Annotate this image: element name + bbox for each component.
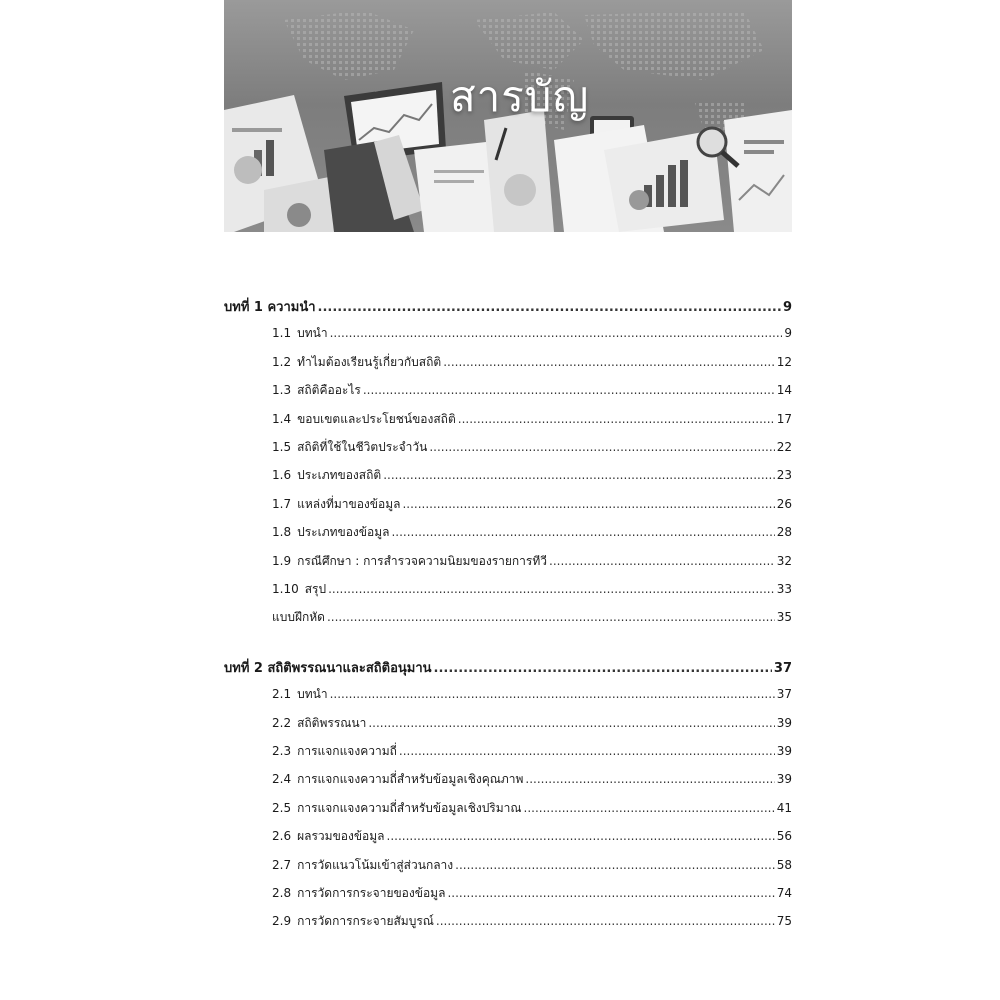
dot-leader xyxy=(383,468,775,482)
toc-entry-label xyxy=(224,884,445,903)
toc-section-number: 2.7 xyxy=(272,857,292,872)
toc-section-row[interactable] xyxy=(224,742,792,760)
toc-entry-title: ทำไมต้องเรียนรู้เกี่ยวกับสถิติ xyxy=(297,354,442,369)
toc-entry-title: บทนำ xyxy=(297,687,328,702)
toc-page-number: 28 xyxy=(776,525,792,540)
toc-page-number: 17 xyxy=(776,411,792,426)
toc-entry-label xyxy=(224,742,397,761)
toc-entry-title: การแจกแจงความถี่สำหรับข้อมูลเชิงปริมาณ xyxy=(297,800,522,815)
dot-leader xyxy=(402,497,774,511)
toc-entry-label xyxy=(224,657,432,678)
dot-leader xyxy=(328,582,775,596)
page-title: สารบัญ xyxy=(450,72,590,121)
toc-section-number: 1.9 xyxy=(272,553,292,568)
toc-section-row[interactable] xyxy=(224,466,792,484)
toc-section-row[interactable] xyxy=(224,353,792,371)
toc-entry-label xyxy=(224,552,547,571)
toc-entry-label xyxy=(224,608,325,627)
toc-entry-title: ประเภทของข้อมูล xyxy=(297,525,390,540)
toc-section-number: 1.3 xyxy=(272,383,292,398)
toc-entry-title: การวัดการกระจายสัมบูรณ์ xyxy=(297,914,434,929)
toc-section-row[interactable] xyxy=(224,410,792,428)
dot-leader xyxy=(387,829,775,843)
toc-entry-label xyxy=(224,324,328,343)
toc-section-row[interactable] xyxy=(224,324,792,342)
toc-entry-label xyxy=(224,685,328,704)
toc-section-number: 2.2 xyxy=(272,715,292,730)
dot-leader xyxy=(434,661,772,676)
toc-section-row[interactable] xyxy=(224,714,792,732)
toc-page-number: 41 xyxy=(776,800,792,815)
toc-entry-label xyxy=(224,799,522,818)
toc-entry-label xyxy=(224,495,400,514)
toc-section-row[interactable] xyxy=(224,770,792,788)
toc-section-number: 1.7 xyxy=(272,496,292,511)
toc-page-number: 56 xyxy=(776,829,792,844)
toc-page-number: 37 xyxy=(773,660,792,676)
toc-section-row[interactable] xyxy=(224,608,792,626)
toc-page-number: 9 xyxy=(782,300,792,315)
toc-section-number: 2.5 xyxy=(272,800,292,815)
toc-section-number: 1.6 xyxy=(272,468,292,483)
toc-page-number: 32 xyxy=(776,553,792,568)
toc-chapter-row[interactable] xyxy=(224,296,792,314)
toc-entry-title: ขอบเขตและประโยชน์ของสถิติ xyxy=(297,411,456,426)
toc-section-row[interactable] xyxy=(224,552,792,570)
toc-section-row[interactable] xyxy=(224,495,792,513)
toc-page-number: 14 xyxy=(776,383,792,398)
toc-entry-label xyxy=(224,856,453,875)
toc-entry-label xyxy=(224,523,389,542)
toc-section-number: 2.9 xyxy=(272,914,292,929)
toc-entry-title: บทที่ 2 สถิติพรรณนาและสถิติอนุมาน xyxy=(224,660,432,676)
toc-section-row[interactable] xyxy=(224,827,792,845)
toc-entry-title: สถิติพรรณนา xyxy=(297,715,367,730)
header-banner xyxy=(224,0,792,232)
dot-leader xyxy=(330,326,783,340)
dot-leader xyxy=(455,858,775,872)
toc-page-number: 23 xyxy=(776,468,792,483)
toc-page-number: 75 xyxy=(776,914,792,929)
dot-leader xyxy=(363,383,775,397)
toc-page-number: 22 xyxy=(776,440,792,454)
toc-section-number: 2.1 xyxy=(272,687,292,702)
toc-entry-label xyxy=(224,714,366,733)
toc-entry-label xyxy=(224,827,385,846)
dot-leader xyxy=(327,610,775,624)
toc-section-number: 1.2 xyxy=(272,354,292,369)
toc-entry-title: ประเภทของสถิติ xyxy=(297,468,382,483)
toc-section-row[interactable] xyxy=(224,912,792,930)
toc-entry-title: สรุป xyxy=(304,582,327,596)
toc-page-number: 37 xyxy=(776,687,792,702)
dot-leader xyxy=(549,554,775,568)
toc-page-number: 58 xyxy=(776,857,792,872)
dot-leader xyxy=(330,687,775,701)
dot-leader xyxy=(368,716,774,730)
toc-page-number: 39 xyxy=(776,744,792,758)
toc-entry-title: กรณีศึกษา : การสำรวจความนิยมของรายการทีวี xyxy=(297,553,548,568)
toc-entry-label xyxy=(224,438,427,457)
dot-leader xyxy=(318,300,781,315)
dot-leader xyxy=(399,744,775,758)
toc-entry-label xyxy=(224,381,361,400)
toc-entry-title: การวัดแนวโน้มเข้าสู่ส่วนกลาง xyxy=(297,857,454,872)
toc-page-number: 74 xyxy=(776,886,792,900)
toc-page-number: 26 xyxy=(776,496,792,511)
toc-section-number: 1.8 xyxy=(272,525,292,540)
toc-entry-label xyxy=(224,580,326,599)
toc-section-row[interactable] xyxy=(224,685,792,703)
toc-entry-label xyxy=(224,353,441,372)
toc-section-number: 2.4 xyxy=(272,772,292,787)
toc-section-number: 2.8 xyxy=(272,886,292,900)
dot-leader xyxy=(436,914,775,928)
toc-page-number: 9 xyxy=(784,326,792,341)
toc-page-number: 12 xyxy=(776,354,792,369)
dot-leader xyxy=(443,355,775,369)
toc-entry-title: แหล่งที่มาของข้อมูล xyxy=(297,496,401,511)
toc-entry-label xyxy=(224,410,456,429)
toc-entry-title: บทที่ 1 ความนำ xyxy=(224,300,316,315)
toc-entry-title: สถิติที่ใช้ในชีวิตประจำวัน xyxy=(297,440,428,454)
dot-leader xyxy=(458,412,775,426)
toc-page-number: 35 xyxy=(776,610,792,625)
toc-entry-title: บทนำ xyxy=(297,326,328,341)
dot-leader xyxy=(524,801,775,815)
toc-section-number: 2.3 xyxy=(272,744,292,758)
toc-chapter-row[interactable] xyxy=(224,657,792,675)
toc-section-number: 1.5 xyxy=(272,440,292,454)
toc-page-number: 33 xyxy=(776,582,792,596)
toc-section-row[interactable] xyxy=(224,438,792,456)
toc-entry-label xyxy=(224,466,381,485)
toc-entry-title: ผลรวมของข้อมูล xyxy=(297,829,385,844)
dot-leader xyxy=(391,525,774,539)
dot-leader xyxy=(525,772,774,786)
toc-section-row[interactable] xyxy=(224,523,792,541)
toc-page-number: 39 xyxy=(776,715,792,730)
toc-section-row[interactable] xyxy=(224,856,792,874)
toc-section-row[interactable] xyxy=(224,799,792,817)
toc-entry-title: การแจกแจงความถี่ xyxy=(297,744,397,758)
toc-section-row[interactable] xyxy=(224,381,792,399)
toc-page-number: 39 xyxy=(776,772,792,787)
toc-section-row[interactable] xyxy=(224,580,792,598)
toc-section-number: 2.6 xyxy=(272,829,292,844)
toc-entry-title: สถิติคืออะไร xyxy=(297,383,361,398)
toc-entry-title: การแจกแจงความถี่สำหรับข้อมูลเชิงคุณภาพ xyxy=(297,772,524,787)
toc-entry-label xyxy=(224,770,523,789)
toc-section-number: 1.10 xyxy=(272,582,299,596)
toc-entry-title: การวัดการกระจายของข้อมูล xyxy=(297,886,446,900)
toc-section-number: 1.4 xyxy=(272,411,292,426)
toc-section-row[interactable] xyxy=(224,884,792,902)
dot-leader xyxy=(447,886,774,900)
dot-leader xyxy=(429,440,774,454)
toc-section-number: 1.1 xyxy=(272,326,292,341)
toc-entry-label xyxy=(224,912,434,931)
toc-entry-label xyxy=(224,296,316,317)
toc-entry-title: แบบฝึกหัด xyxy=(272,610,325,625)
